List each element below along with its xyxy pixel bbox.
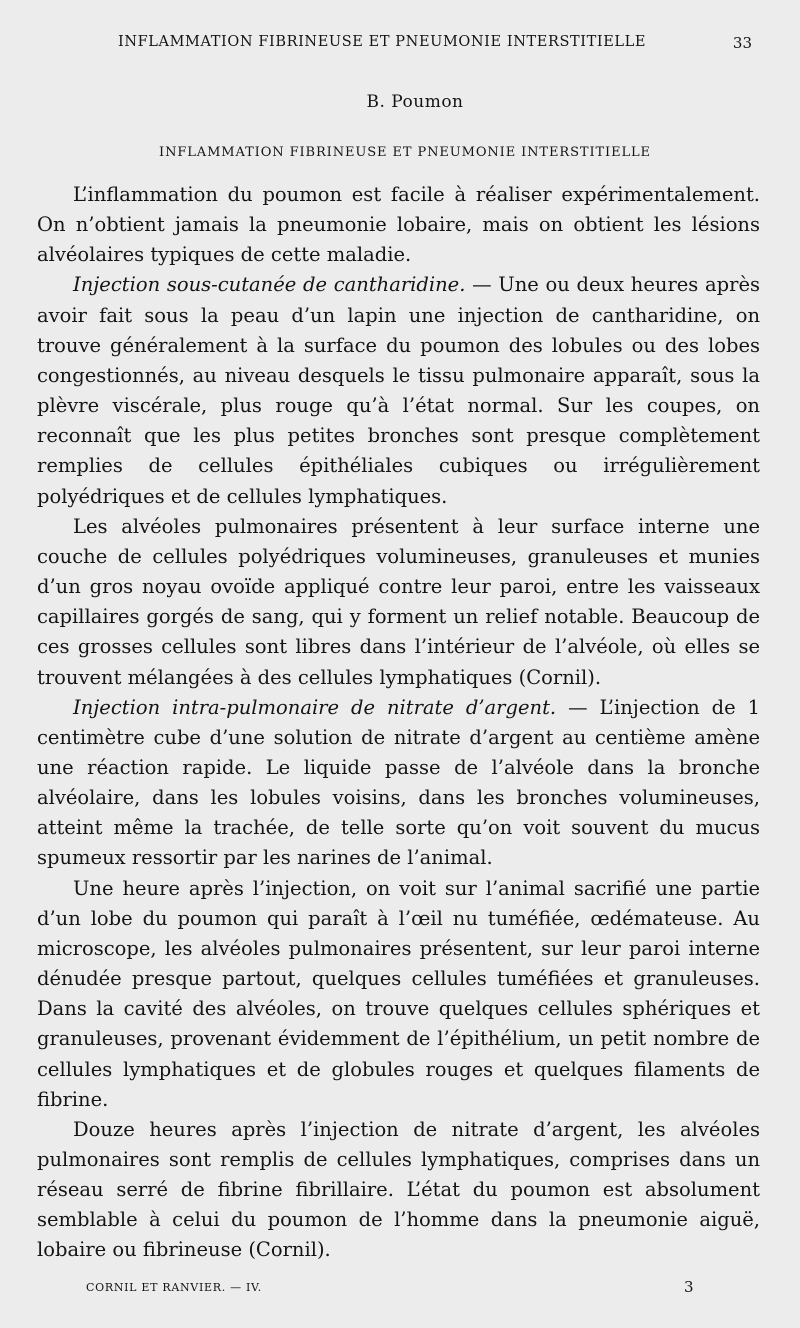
paragraph-3: Les alvéoles pulmonaires présentent à leur surface interne une couche de cellules polyédriques volumineuses, granuleuses et munies d’un gros noyau ovoïde appliqué contre leur paroi, entre les vaisseaux capillaires gorgés de sang, qui y forment un relief notable. Beaucoup de ces grosses cellules sont libres dans l’intérieur de l’alvéole, où elles se trouvent mélangées à des cellules lymphatiques (Cornil). [37,514,760,689]
paragraph-2-title: Injection sous-cutanée de cantharidine. [73,273,466,297]
footer-signature: CORNIL ET RANVIER. — IV. [86,1281,262,1294]
section-heading: B. Poumon [366,92,464,112]
paragraph-1: L’inflammation du poumon est facile à réaliser expérimentalement. On n’obtient jamais la pneumonie lobaire, mais on obtient les lésions alvéolaires typiques de cette maladie. [37,183,760,267]
running-head-title: INFLAMMATION FIBRINEUSE ET PNEUMONIE INTERSTITIELLE [118,34,647,50]
paragraph-2-body: — Une ou deux heures après avoir fait sous la peau d’un lapin une injection de cantharidine, on trouve généralement à la surface du poumon des lobules ou des lobes congestionnés, au niveau desquels le tissu pulmonaire apparaît, sous la plèvre viscérale, plus rouge qu’à l’état normal. Sur les coupes, on reconnaît que les plus petites bronches sont presque complètement remplies de cellules épithéliales cubiques ou irrégulièrement polyédriques et de cellules lymphatiques. [37,273,760,508]
footer-sheet-number: 3 [684,1278,694,1296]
running-head [0,34,800,54]
paragraph-2 [37,270,760,511]
section-subheading: INFLAMMATION FIBRINEUSE ET PNEUMONIE INTERSTITIELLE [159,145,651,160]
paragraph-4-body: — L’injection de 1 centimètre cube d’une solution de nitrate d’argent au centième amène une réaction rapide. Le liquide passe de l’alvéole dans la bronche alvéolaire, dans les lobules voisins, dans les bronches volumineuses, atteint même la trachée, de telle sorte qu’on voit souvent du mucus spumeux ressortir par les narines de l’animal. [37,695,760,870]
paragraph-4-title: Injection intra-pulmonaire de nitrate d’argent. [73,695,557,719]
paragraph-6: Douze heures après l’injection de nitrate d’argent, les alvéoles pulmonaires sont remplis de cellules lymphatiques, comprises dans un réseau serré de fibrine fibrillaire. L’état du poumon est absolument semblable à celui du poumon de l’homme dans la pneumonie aiguë, lobaire ou fibrineuse (Cornil). [37,1117,760,1262]
body-text [37,180,760,1266]
page-footer [0,1278,800,1300]
page-number: 33 [732,34,752,52]
paragraph-5: Une heure après l’injection, on voit sur l’animal sacrifié une partie d’un lobe du poumon qui paraît à l’œil nu tuméfiée, œdémateuse. Au microscope, les alvéoles pulmonaires présentent, sur leur paroi interne dénudée presque partout, quelques cellules tuméfiées et granuleuses. Dans la cavité des alvéoles, on trouve quelques cellules sphériques et granuleuses, provenant évidemment de l’épithélium, un petit nombre de cellules lymphatiques et de globules rouges et quelques filaments de fibrine. [37,876,760,1111]
paragraph-4 [37,693,760,874]
